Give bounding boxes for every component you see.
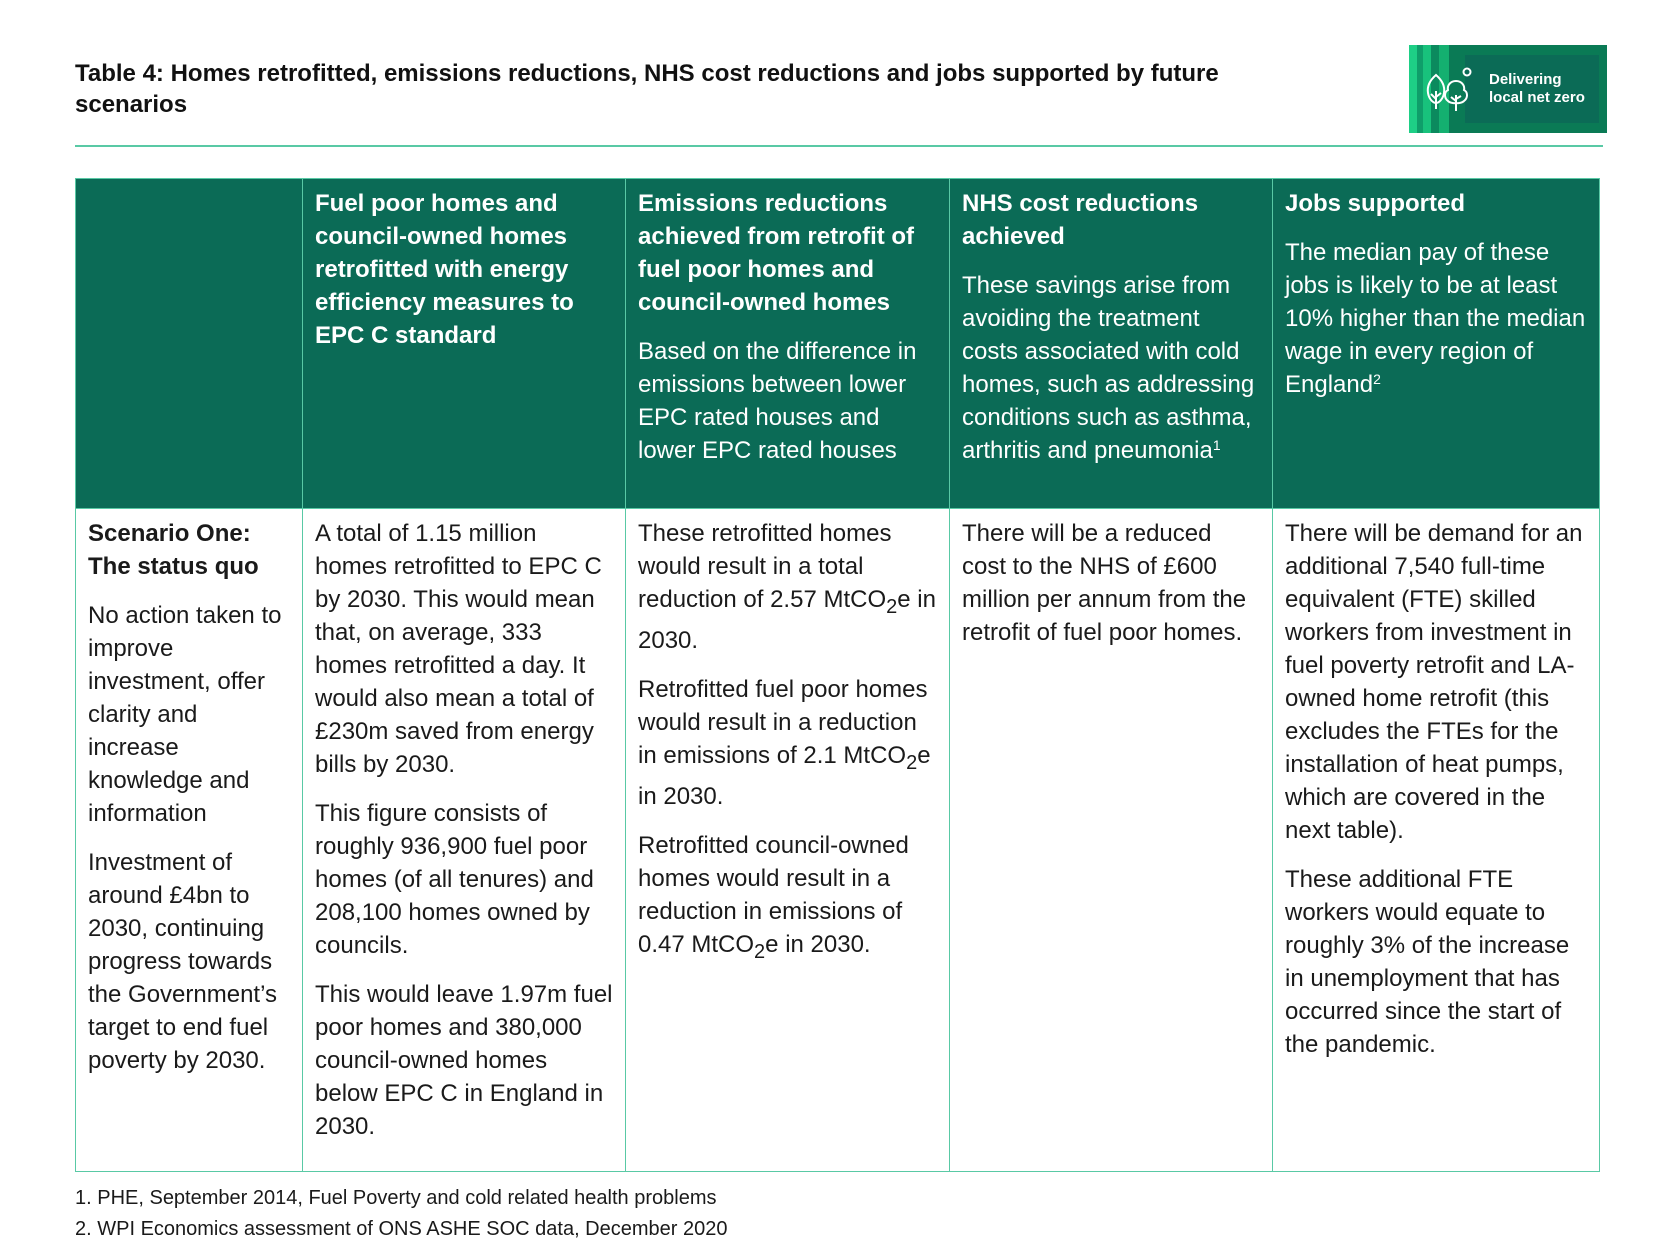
logo	[1409, 45, 1607, 133]
homes-paragraph: A total of 1.15 million homes retrofitted to EPC C by 2030. This would mean that, on average, 333 homes retrofitted a day. It would also mean a total of £230m saved from energy bills by 2030.	[315, 520, 602, 778]
emissions-text-post: e in 2030.	[638, 586, 936, 654]
header-title-emissions: Emissions reductions achieved from retrofit of fuel poor homes and council-owned homes	[638, 190, 915, 316]
emissions-subscript: 2	[906, 751, 918, 774]
emissions-text-pre: These retrofitted homes would result in a total reduction of 2.57 MtCO	[638, 520, 892, 613]
scenario-paragraph: Investment of around £4bn to 2030, continuing progress towards the Government’s target to end fuel poverty by 2030.	[88, 849, 277, 1074]
table-header-row	[76, 179, 1600, 509]
header-cell-empty	[76, 179, 303, 509]
logo-text	[1489, 71, 1603, 107]
cell-nhs	[950, 509, 1273, 1172]
emissions-text-post: e in 2030.	[638, 741, 931, 810]
footnote-ref-2: 2	[1373, 371, 1381, 387]
emissions-text-pre: Retrofitted fuel poor homes would result in a reduction in emissions of 2.1 MtCO	[638, 675, 928, 769]
emissions-text-post: e in 2030.	[765, 930, 871, 958]
nhs-paragraph: There will be a reduced cost to the NHS of £600 million per annum from the retrofit of fuel poor homes.	[962, 520, 1247, 646]
emissions-paragraph	[638, 517, 937, 657]
footnote-ref-1: 1	[1212, 437, 1221, 453]
cell-jobs	[1273, 509, 1600, 1172]
jobs-paragraph: There will be demand for an additional 7,540 full-time equivalent (FTE) skilled workers from investment in fuel poverty retrofit and LA-owned home retrofit (this excludes the FTEs for the installation of heat pumps, which are covered in the next table).	[1285, 520, 1583, 844]
page-title: Table 4: Homes retrofitted, emissions reductions, NHS cost reductions and jobs supported by future scenarios	[75, 60, 1219, 118]
table-row	[76, 509, 1600, 1172]
header-note-jobs	[1285, 236, 1587, 401]
footnotes	[75, 1183, 728, 1245]
header-note-emissions: Based on the difference in emissions between lower EPC rated houses and lower EPC rated houses	[638, 338, 917, 464]
cell-scenario	[76, 509, 303, 1172]
header-divider	[75, 145, 1603, 147]
emissions-subscript: 2	[886, 595, 898, 618]
trees-icon	[1423, 65, 1473, 117]
emissions-text-pre: Retrofitted council-owned homes would result in a reduction in emissions of 0.47 MtCO	[638, 831, 909, 958]
header-title-nhs: NHS cost reductions achieved	[962, 190, 1199, 250]
header-note-nhs-text: These savings arise from avoiding the treatment costs associated with cold homes, such as addressing conditions such as asthma, arthritis and pneumonia	[962, 272, 1255, 464]
header-note-jobs-text: The median pay of these jobs is likely to be at least 10% higher than the median wage in every region of England	[1285, 239, 1586, 398]
logo-text-line1: Delivering	[1489, 71, 1562, 88]
header-title-homes: Fuel poor homes and council-owned homes retrofitted with energy efficiency measures to EPC C standard	[315, 190, 574, 349]
scenario-paragraph: No action taken to improve investment, offer clarity and increase knowledge and information	[88, 602, 282, 827]
homes-paragraph: This would leave 1.97m fuel poor homes and 380,000 council-owned homes below EPC C in England in 2030.	[315, 981, 613, 1140]
cell-emissions	[626, 509, 950, 1172]
cell-homes	[303, 509, 626, 1172]
header-note-nhs	[962, 269, 1260, 467]
footnote-1: 1. PHE, September 2014, Fuel Poverty and cold related health problems	[75, 1187, 717, 1209]
footnote-2: 2. WPI Economics assessment of ONS ASHE SOC data, December 2020	[75, 1218, 728, 1240]
logo-text-line2: local net zero	[1489, 89, 1585, 106]
header-cell-emissions	[626, 179, 950, 509]
homes-paragraph: This figure consists of roughly 936,900 fuel poor homes (of all tenures) and 208,100 homes owned by councils.	[315, 800, 594, 959]
emissions-paragraph	[638, 673, 937, 813]
scenario-table	[75, 178, 1600, 1172]
emissions-subscript: 2	[754, 940, 766, 963]
scenario-title: Scenario One: The status quo	[88, 520, 259, 580]
emissions-paragraph	[638, 829, 937, 969]
header-title-jobs: Jobs supported	[1285, 190, 1466, 217]
header-cell-nhs	[950, 179, 1273, 509]
jobs-paragraph: These additional FTE workers would equate to roughly 3% of the increase in unemployment that has occurred since the start of the pandemic.	[1285, 866, 1570, 1058]
header-cell-jobs	[1273, 179, 1600, 509]
header-cell-homes	[303, 179, 626, 509]
